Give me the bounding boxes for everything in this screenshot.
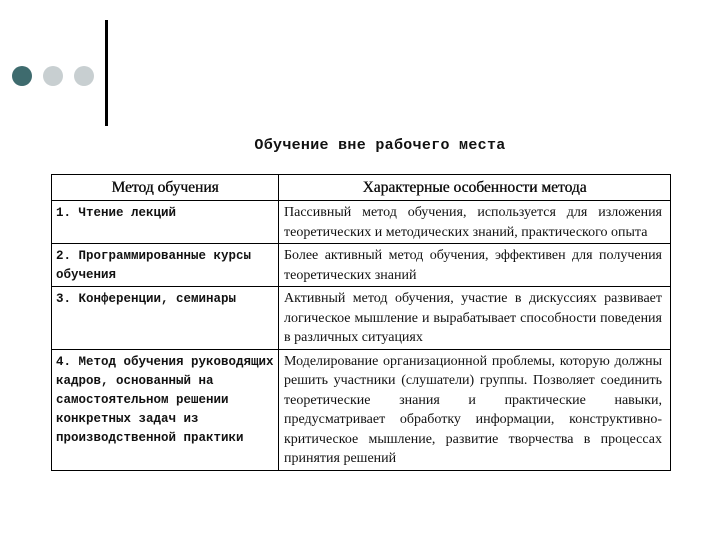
description-cell: Пассивный метод обучения, используется для изложения теоретических и методических знаний, практического опыта xyxy=(279,201,671,244)
description-cell: Моделирование организационной проблемы, которую должны решить участники (слушатели) группы. Позволяет соединить теоретические знания и практические навыки, предусматривает обработку информации, конструктивно-критическое мышление, развитие творчества в процессах принятия решений xyxy=(279,349,671,470)
dot-light-icon xyxy=(74,66,94,86)
table-header-row xyxy=(52,175,671,201)
table-row xyxy=(52,287,671,350)
table-row xyxy=(52,201,671,244)
method-cell: 2. Программированные курсы обучения xyxy=(52,244,279,287)
description-cell: Более активный метод обучения, эффективен для получения теоретических знаний xyxy=(279,244,671,287)
table-row xyxy=(52,244,671,287)
dot-light-icon xyxy=(43,66,63,86)
vertical-divider xyxy=(105,20,108,126)
method-cell: 3. Конференции, семинары xyxy=(52,287,279,350)
description-cell: Активный метод обучения, участие в дискуссиях развивает логическое мышление и вырабатывает способности поведения в различных ситуациях xyxy=(279,287,671,350)
header-features: Характерные особенности метода xyxy=(279,175,671,201)
method-cell: 4. Метод обучения руководящих кадров, основанный на самостоятельном решении конкретных задач из производственной практики xyxy=(52,349,279,470)
header-method: Метод обучения xyxy=(52,175,279,201)
method-cell: 1. Чтение лекций xyxy=(52,201,279,244)
dot-dark-icon xyxy=(12,66,32,86)
table-row xyxy=(52,349,671,470)
methods-table xyxy=(51,174,671,471)
slide-title: Обучение вне рабочего места xyxy=(254,137,506,154)
